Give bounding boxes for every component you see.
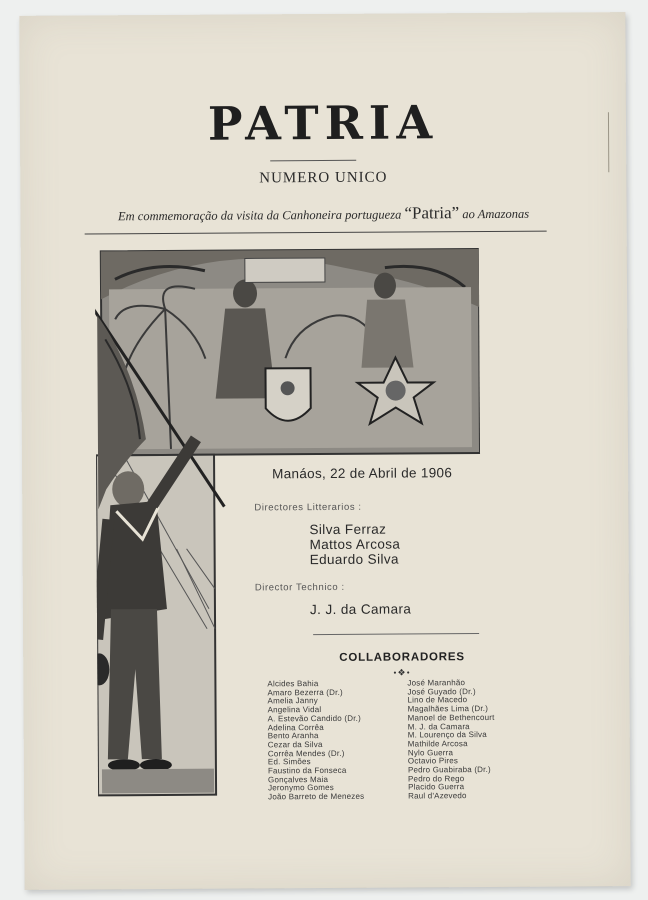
director-literary-name: Mattos Arcosa bbox=[309, 536, 401, 553]
collaborator-name: Amaro Bezerra (Dr.) bbox=[267, 687, 343, 698]
tagline-start: Em commemoração da visita da Canhoneira portugueza bbox=[117, 207, 405, 224]
collaborator-name: Pedro do Rego bbox=[407, 773, 465, 784]
director-technical-label: Director Technico : bbox=[254, 581, 345, 594]
collaborator-name: Pedro Guabiraba (Dr.) bbox=[407, 765, 491, 775]
collaborator-name: Mathilde Arcosa bbox=[407, 739, 468, 749]
collaborator-name: Bento Aranha bbox=[267, 731, 319, 741]
collaborator-name: Angelina Vidal bbox=[267, 705, 322, 715]
collaborator-name: Jeronymo Gomes bbox=[268, 783, 335, 793]
director-literary-name: Silva Ferraz bbox=[309, 521, 387, 538]
directors-literary-label: Directores Litterarios : bbox=[254, 501, 362, 514]
ornament-icon: •❖• bbox=[393, 667, 411, 678]
collaborator-name: Magalhães Lima (Dr.) bbox=[407, 704, 489, 714]
collaborator-name: Raul d'Azevedo bbox=[408, 791, 467, 801]
collaborator-name: Gonçalves Maia bbox=[267, 774, 329, 785]
collaborator-name: Amelia Janny bbox=[267, 696, 318, 706]
page-subtitle: NUMERO UNICO bbox=[259, 169, 388, 187]
collaborators-right-column bbox=[407, 679, 495, 801]
newspaper-page bbox=[19, 12, 630, 890]
collaborator-name: Corrêa Mendes (Dr.) bbox=[267, 748, 345, 758]
collaborators-left-column bbox=[267, 680, 364, 802]
tagline-end: ao Amazonas bbox=[459, 206, 530, 222]
page-title: PATRIA bbox=[207, 95, 439, 151]
collaborator-name: Ed. Simões bbox=[267, 757, 311, 767]
collaborator-name: Faustino da Fonseca bbox=[267, 765, 347, 776]
collaborator-name: Nylo Guerra bbox=[407, 747, 454, 758]
collaborators-heading: COLLABORADORES bbox=[339, 651, 465, 664]
header-divider bbox=[85, 231, 547, 235]
collaborator-name: A. Estevão Candido (Dr.) bbox=[267, 713, 361, 724]
collaborator-name: José Guyado (Dr.) bbox=[407, 686, 476, 697]
tagline bbox=[20, 202, 626, 226]
tagline-ship-name: “Patria” bbox=[404, 203, 460, 223]
collaborator-name: M. Lourenço da Silva bbox=[407, 730, 487, 740]
collaborator-name: Cezar da Silva bbox=[267, 739, 323, 750]
title-divider bbox=[270, 160, 356, 162]
director-technical-name: J. J. da Camara bbox=[309, 601, 412, 618]
collaborator-name: Lino de Macedo bbox=[407, 695, 468, 705]
collaborator-name: M. J. da Camara bbox=[407, 721, 470, 732]
dateline: Manáos, 22 de Abril de 1906 bbox=[272, 465, 453, 482]
collaborator-name: Octavio Pires bbox=[407, 756, 459, 766]
director-literary-name: Eduardo Silva bbox=[309, 551, 399, 568]
collaborator-name: Alcides Bahia bbox=[267, 679, 319, 689]
collaborator-name: João Barreto de Menezes bbox=[268, 791, 365, 802]
collaborator-name: Placido Guerra bbox=[408, 782, 465, 792]
collaborator-name: Manoel de Bethencourt bbox=[407, 712, 495, 723]
collaborator-name: Adelina Corrêa bbox=[267, 722, 324, 732]
collaborator-name: José Maranhão bbox=[407, 678, 466, 688]
